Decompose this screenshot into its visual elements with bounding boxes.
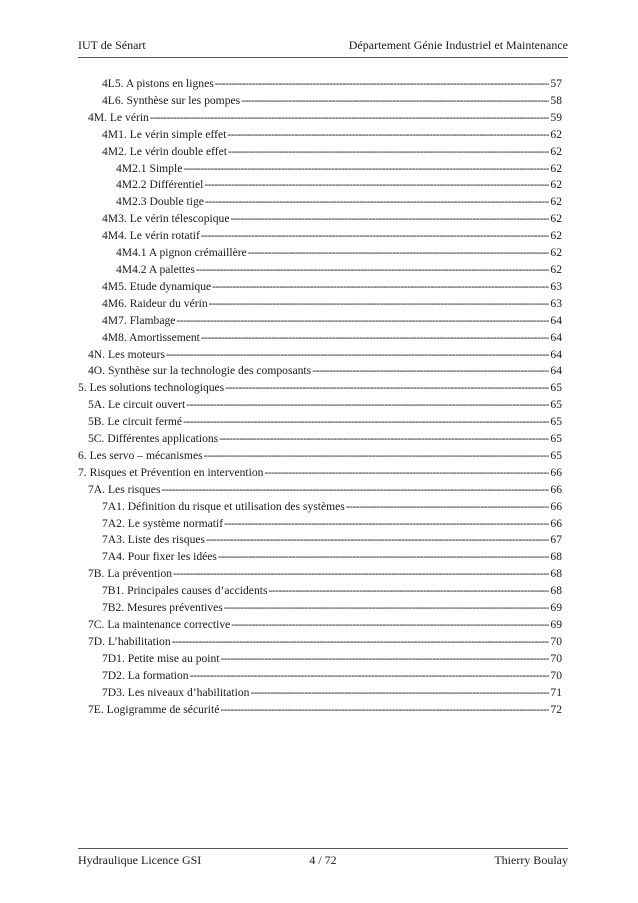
toc-dot-leader <box>190 668 550 685</box>
toc-dot-leader <box>224 600 550 617</box>
toc-dot-leader <box>206 532 549 549</box>
toc-entry[interactable] <box>78 296 562 313</box>
toc-entry[interactable] <box>78 634 562 651</box>
toc-dot-leader <box>248 245 550 262</box>
toc-dot-leader <box>209 296 550 313</box>
toc-entry[interactable] <box>78 516 562 533</box>
toc-entry-title: 7C. La maintenance corrective <box>88 618 231 631</box>
toc-entry-title: 7D. L’habilitation <box>88 634 171 648</box>
toc-entry-page: 62 <box>550 144 562 158</box>
toc-entry-title: 5C. Différentes applications <box>88 432 219 446</box>
toc-entry-title: 4M5. Etude dynamique <box>102 279 212 293</box>
page-footer <box>78 848 568 868</box>
toc-entry-page: 62 <box>550 246 562 260</box>
toc-entry[interactable] <box>78 685 562 702</box>
toc-entry[interactable] <box>78 161 562 178</box>
toc-dot-leader <box>231 617 549 634</box>
footer-course: Hydraulique Licence GSI <box>78 853 202 867</box>
toc-entry-page: 69 <box>550 601 562 615</box>
toc-dot-leader <box>219 431 549 448</box>
toc-entry[interactable] <box>78 211 562 228</box>
toc-dot-leader <box>264 465 549 482</box>
toc-entry-title: 4M1. Le vérin simple effet <box>102 127 227 141</box>
toc-entry[interactable] <box>78 347 562 364</box>
toc-entry-page: 70 <box>550 634 562 648</box>
toc-entry-title: 4L6. Synthèse sur les pompes <box>102 93 241 107</box>
toc-entry-title: 4M8. Amortissement <box>102 330 200 344</box>
toc-entry-title: 4M4.2 A palettes <box>116 262 195 276</box>
toc-entry-page: 62 <box>550 229 562 243</box>
toc-dot-leader <box>212 279 549 296</box>
toc-entry-title: 4O. Synthèse sur la technologie des composants <box>88 364 312 378</box>
footer-author: Thierry Boulay <box>494 853 568 867</box>
toc-entry[interactable] <box>78 549 562 566</box>
toc-entry-title: 7D3. Les niveaux d’habilitation <box>102 685 250 699</box>
toc-dot-leader <box>176 313 549 330</box>
toc-dot-leader <box>204 177 549 194</box>
toc-entry-title: 6. Les servo – mécanismes <box>78 448 203 462</box>
toc-entry[interactable] <box>78 245 562 262</box>
toc-entry-page: 66 <box>550 482 562 496</box>
toc-dot-leader <box>220 702 549 719</box>
toc-entry-title: 7B. La prévention <box>88 567 173 581</box>
toc-entry-title: 7A1. Définition du risque et utilisation des systèmes <box>102 499 345 513</box>
toc-dot-leader <box>268 583 549 600</box>
toc-dot-leader <box>228 144 549 161</box>
toc-dot-leader <box>215 76 550 93</box>
toc-dot-leader <box>183 414 549 431</box>
toc-entry[interactable] <box>78 600 562 617</box>
toc-dot-leader <box>205 194 549 211</box>
toc-entry-page: 70 <box>550 651 562 665</box>
toc-entry-title: 7A4. Pour fixer les idées <box>102 550 217 564</box>
toc-entry-page: 62 <box>550 212 562 226</box>
toc-dot-leader <box>196 262 550 279</box>
toc-dot-leader <box>183 161 549 178</box>
toc-entry[interactable] <box>78 702 562 719</box>
toc-dot-leader <box>161 482 549 499</box>
toc-entry-title: 7B1. Principales causes d’accidents <box>102 584 268 598</box>
toc-entry[interactable] <box>78 431 562 448</box>
toc-entry[interactable] <box>78 127 562 144</box>
toc-entry-page: 62 <box>550 127 562 141</box>
table-of-contents <box>78 76 562 718</box>
toc-entry-title: 4M4.1 A pignon crémaillère <box>116 246 247 260</box>
toc-entry-title: 5B. Le circuit fermé <box>88 415 182 429</box>
toc-entry-title: 4M2.2 Différentiel <box>116 178 204 192</box>
toc-entry[interactable] <box>78 566 562 583</box>
toc-entry-page: 64 <box>550 313 562 327</box>
toc-entry[interactable] <box>78 144 562 161</box>
toc-entry-title: 4M7. Flambage <box>102 313 176 327</box>
toc-entry-page: 62 <box>550 161 562 175</box>
toc-entry-page: 68 <box>550 584 562 598</box>
toc-entry-title: 4M2.1 Simple <box>116 161 183 175</box>
toc-entry-page: 62 <box>550 178 562 192</box>
toc-entry[interactable] <box>78 583 562 600</box>
toc-entry-page: 62 <box>550 262 562 276</box>
toc-entry[interactable] <box>78 465 562 482</box>
toc-entry-page: 69 <box>550 618 562 631</box>
toc-entry[interactable] <box>78 228 562 245</box>
toc-entry[interactable] <box>78 617 562 634</box>
toc-entry-title: 4N. Les moteurs <box>88 347 165 361</box>
toc-entry-page: 66 <box>550 516 562 530</box>
toc-entry-page: 62 <box>550 195 562 209</box>
toc-entry-title: 7A3. Liste des risques <box>102 533 206 547</box>
toc-entry[interactable] <box>78 177 562 194</box>
toc-entry-page: 63 <box>550 296 562 310</box>
toc-entry-page: 72 <box>550 702 562 716</box>
toc-entry-page: 57 <box>550 77 562 90</box>
toc-entry-page: 66 <box>550 499 562 513</box>
toc-entry-page: 68 <box>550 550 562 564</box>
toc-entry[interactable] <box>78 363 562 380</box>
toc-entry-title: 7A. Les risques <box>88 482 161 496</box>
toc-entry-page: 58 <box>550 93 562 107</box>
toc-entry[interactable] <box>78 651 562 668</box>
toc-entry[interactable] <box>78 532 562 549</box>
toc-entry-page: 65 <box>550 448 562 462</box>
toc-dot-leader <box>250 685 549 702</box>
toc-entry-page: 64 <box>550 364 562 378</box>
toc-entry-title: 7D1. Petite mise au point <box>102 651 220 665</box>
toc-dot-leader <box>172 634 550 651</box>
toc-entry-page: 65 <box>550 398 562 412</box>
toc-entry[interactable] <box>78 279 562 296</box>
toc-entry-title: 5A. Le circuit ouvert <box>88 398 186 412</box>
toc-dot-leader <box>204 448 550 465</box>
toc-dot-leader <box>201 330 550 347</box>
toc-entry-page: 71 <box>550 685 562 699</box>
toc-entry[interactable] <box>78 448 562 465</box>
toc-dot-leader <box>224 516 549 533</box>
header-department: Département Génie Industriel et Maintenance <box>348 38 568 52</box>
toc-entry-page: 65 <box>550 415 562 429</box>
toc-entry-page: 66 <box>550 465 562 479</box>
toc-entry-page: 63 <box>550 279 562 293</box>
toc-dot-leader <box>218 549 549 566</box>
toc-dot-leader <box>221 651 550 668</box>
page-header <box>78 38 568 58</box>
toc-entry-page: 67 <box>550 533 562 547</box>
toc-entry-page: 65 <box>550 381 562 395</box>
toc-entry-title: 4M4. Le vérin rotatif <box>102 229 200 243</box>
toc-entry[interactable] <box>78 380 562 397</box>
toc-dot-leader <box>166 347 549 364</box>
toc-entry-page: 59 <box>550 110 562 124</box>
toc-entry[interactable] <box>78 194 562 211</box>
toc-entry-title: 4M2. Le vérin double effet <box>102 144 228 158</box>
toc-dot-leader <box>225 380 549 397</box>
toc-dot-leader <box>173 566 549 583</box>
toc-dot-leader <box>186 397 549 414</box>
toc-entry-title: 4M3. Le vérin télescopique <box>102 212 230 226</box>
toc-dot-leader <box>346 499 550 516</box>
toc-entry-page: 65 <box>550 432 562 446</box>
toc-entry-title: 4M. Le vérin <box>88 110 149 124</box>
toc-entry[interactable] <box>78 397 562 414</box>
toc-entry-title: 4L5. A pistons en lignes <box>102 77 214 90</box>
toc-entry[interactable] <box>78 313 562 330</box>
toc-dot-leader <box>231 211 550 228</box>
toc-entry-title: 5. Les solutions technologiques <box>78 381 225 395</box>
toc-entry-title: 7E. Logigramme de sécurité <box>88 702 220 716</box>
page-number: 4 / 72 <box>309 853 337 867</box>
toc-entry[interactable] <box>78 76 562 93</box>
toc-entry-page: 64 <box>550 330 562 344</box>
toc-entry[interactable] <box>78 668 562 685</box>
toc-entry-page: 70 <box>550 668 562 682</box>
toc-entry-title: 7B2. Mesures préventives <box>102 601 223 615</box>
toc-entry-title: 7A2. Le système normatif <box>102 516 224 530</box>
toc-entry[interactable] <box>78 330 562 347</box>
toc-entry[interactable] <box>78 414 562 431</box>
toc-entry[interactable] <box>78 482 562 499</box>
toc-dot-leader <box>201 228 550 245</box>
toc-entry-title: 4M6. Raideur du vérin <box>102 296 208 310</box>
toc-dot-leader <box>312 363 549 380</box>
toc-entry[interactable] <box>78 499 562 516</box>
toc-dot-leader <box>150 110 550 127</box>
header-institution: IUT de Sénart <box>78 38 146 52</box>
toc-entry[interactable] <box>78 93 562 110</box>
toc-entry[interactable] <box>78 262 562 279</box>
toc-dot-leader <box>241 93 549 110</box>
toc-entry-title: 7. Risques et Prévention en intervention <box>78 465 264 479</box>
toc-entry-title: 7D2. La formation <box>102 668 189 682</box>
toc-entry[interactable] <box>78 110 562 127</box>
toc-entry-page: 68 <box>550 567 562 581</box>
toc-entry-title: 4M2.3 Double tige <box>116 195 204 209</box>
toc-entry-page: 64 <box>550 347 562 361</box>
toc-dot-leader <box>227 127 549 144</box>
